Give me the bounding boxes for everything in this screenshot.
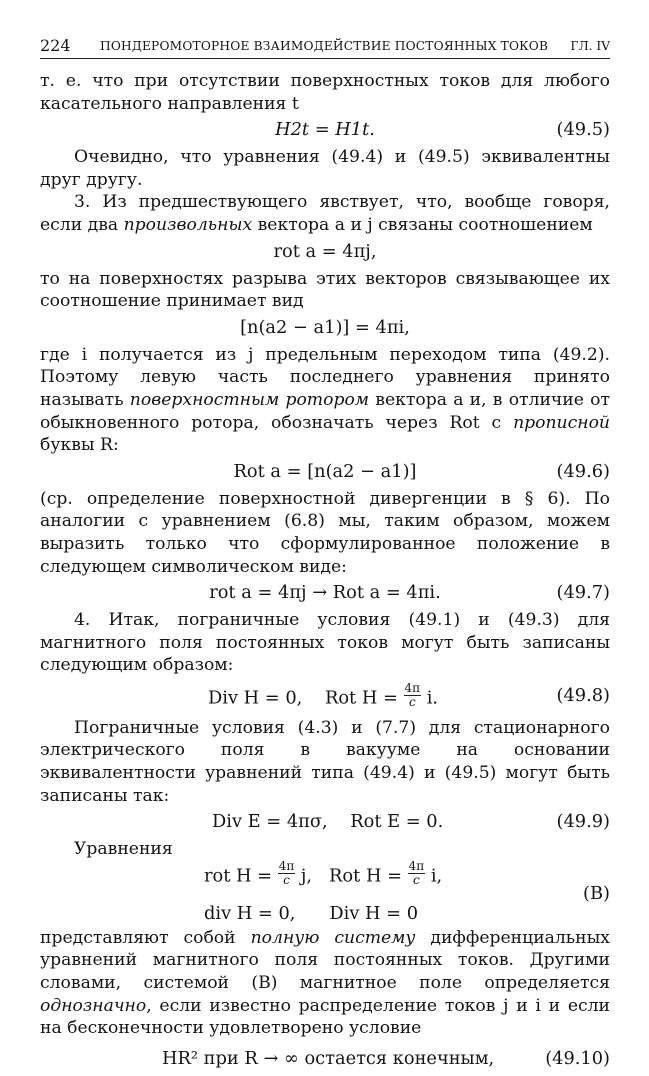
equation-formula [208, 680, 439, 712]
fraction-numerator: 4π [408, 858, 425, 873]
equation-number: (49.8) [556, 684, 610, 706]
page-number: 224 [40, 36, 71, 55]
paragraph-1: т. е. что при отсутствии поверхностных токов для любого касательного направления t [40, 71, 610, 114]
fraction [408, 860, 426, 887]
running-header [40, 36, 610, 59]
equation-formula: rot a = 4πj → Rot a = 4πi. [209, 582, 441, 604]
fraction-denominator: c [283, 872, 290, 887]
equation-formula: [n(a2 − a1)] = 4πi, [240, 316, 410, 338]
equation-part: Rot H = [329, 865, 402, 887]
equation-49-8 [40, 677, 610, 717]
italic-run: полную систему [250, 927, 416, 948]
equation-49-6 [40, 457, 610, 488]
paragraph-4: то на поверхностях разрыва этих векторов связывающее их соотношение принимает вид [40, 268, 610, 312]
italic-run: однозначно [40, 995, 147, 1016]
equation-part: Rot E = 0. [350, 811, 444, 833]
equation-49-7 [40, 578, 610, 609]
equation-formula: rot a = 4πj, [273, 240, 377, 262]
text-run: , если известно распределение токов j и i и если на бесконечности удовлетворено условие [40, 995, 610, 1039]
fraction [278, 860, 296, 887]
paragraph-5 [40, 344, 610, 457]
paragraph-9: Уравнения [74, 839, 173, 860]
equation-number: (49.10) [545, 1047, 610, 1069]
equation-rot [40, 237, 610, 268]
equation-part: j, [300, 865, 313, 887]
italic-run: поверхностным ротором [129, 389, 370, 410]
running-title: ПОНДЕРОМОТОРНОЕ ВЗАИМОДЕЙСТВИЕ ПОСТОЯННЫХ ТОКОВ [100, 39, 549, 53]
text-run: буквы R: [40, 435, 119, 456]
equation-part: Div H = 0 [329, 902, 419, 924]
text-run: вектора a и j связаны соотношением [252, 214, 593, 235]
equation-part: Div H = 0, [208, 687, 303, 709]
text-run: дифференциальных уравнений магнитного поля постоянных токов. Другими словами, системой (B) магнитное поле определяется [40, 927, 610, 994]
system-line-1 [204, 858, 443, 890]
italic-run: произвольных [123, 214, 253, 235]
paragraph-8: Пограничные условия (4.3) и (7.7) для стационарного электрического поля в вакууме на основании эквивалентности уравнений типа (49.4) и (49.5) могут быть записаны так: [40, 717, 610, 806]
text-run: вектора a и, в отличие от обыкновенного ротора, обозначать через Rot с [40, 389, 611, 433]
italic-run: прописной [513, 412, 610, 433]
equation-part: Div E = 4πσ, [212, 811, 328, 833]
fraction [404, 682, 422, 709]
equation-formula: H2t = H1t. [275, 119, 375, 141]
equation-49-5 [40, 115, 610, 146]
paragraph-7: 4. Итак, пограничные условия (49.1) и (49.3) для магнитного поля постоянных токов могут быть записаны следующим образом: [40, 610, 610, 676]
equation-part: Rot H = [324, 687, 398, 709]
text-run: представляют собой [40, 927, 251, 948]
paragraph-10 [40, 927, 610, 1040]
paragraph-3 [40, 191, 610, 236]
paragraph-6: (ср. определение поверхностной дивергенции в § 6). По аналогии с уравнением (6.8) мы, таким образом, можем выразить только что сформулированное положение в следующем символическом виде: [40, 488, 610, 577]
equation-part: div H = 0, [204, 902, 296, 924]
equation-part: rot H = [204, 865, 273, 887]
text-run: где i получается из j предельным переходом типа (49.2). Поэтому левую часть последнего уравнения принято называть [40, 344, 610, 410]
fraction-numerator: 4π [404, 680, 421, 695]
equation-number: (B) [583, 882, 610, 904]
equation-number: (49.9) [556, 811, 610, 833]
equation-system-b [40, 858, 610, 927]
chapter-label: ГЛ. IV [570, 39, 610, 53]
equation-49-9 [40, 807, 610, 838]
fraction-denominator: c [413, 872, 420, 887]
system-line-2 [204, 903, 418, 924]
page [40, 36, 610, 1076]
fraction-numerator: 4π [278, 858, 295, 873]
equation-number: (49.7) [556, 582, 610, 604]
equation-part: i, [430, 865, 443, 887]
paragraph-2: Очевидно, что уравнения (49.4) и (49.5) эквивалентны друг другу. [40, 147, 610, 190]
equation-number: (49.5) [556, 119, 610, 141]
equation-part: i. [426, 687, 439, 709]
text-run: 3. Из предшествующего явствует, что, вообще говоря, если два [40, 192, 610, 235]
equation-discontinuity [40, 313, 610, 344]
equation-number: (49.6) [556, 460, 610, 482]
fraction-denominator: c [408, 694, 416, 709]
equation-formula [212, 811, 443, 832]
equation-formula: HR² при R → ∞ остается конечным, [162, 1047, 495, 1069]
equation-formula: Rot a = [n(a2 − a1)] [233, 460, 417, 482]
equation-49-10 [40, 1040, 610, 1076]
